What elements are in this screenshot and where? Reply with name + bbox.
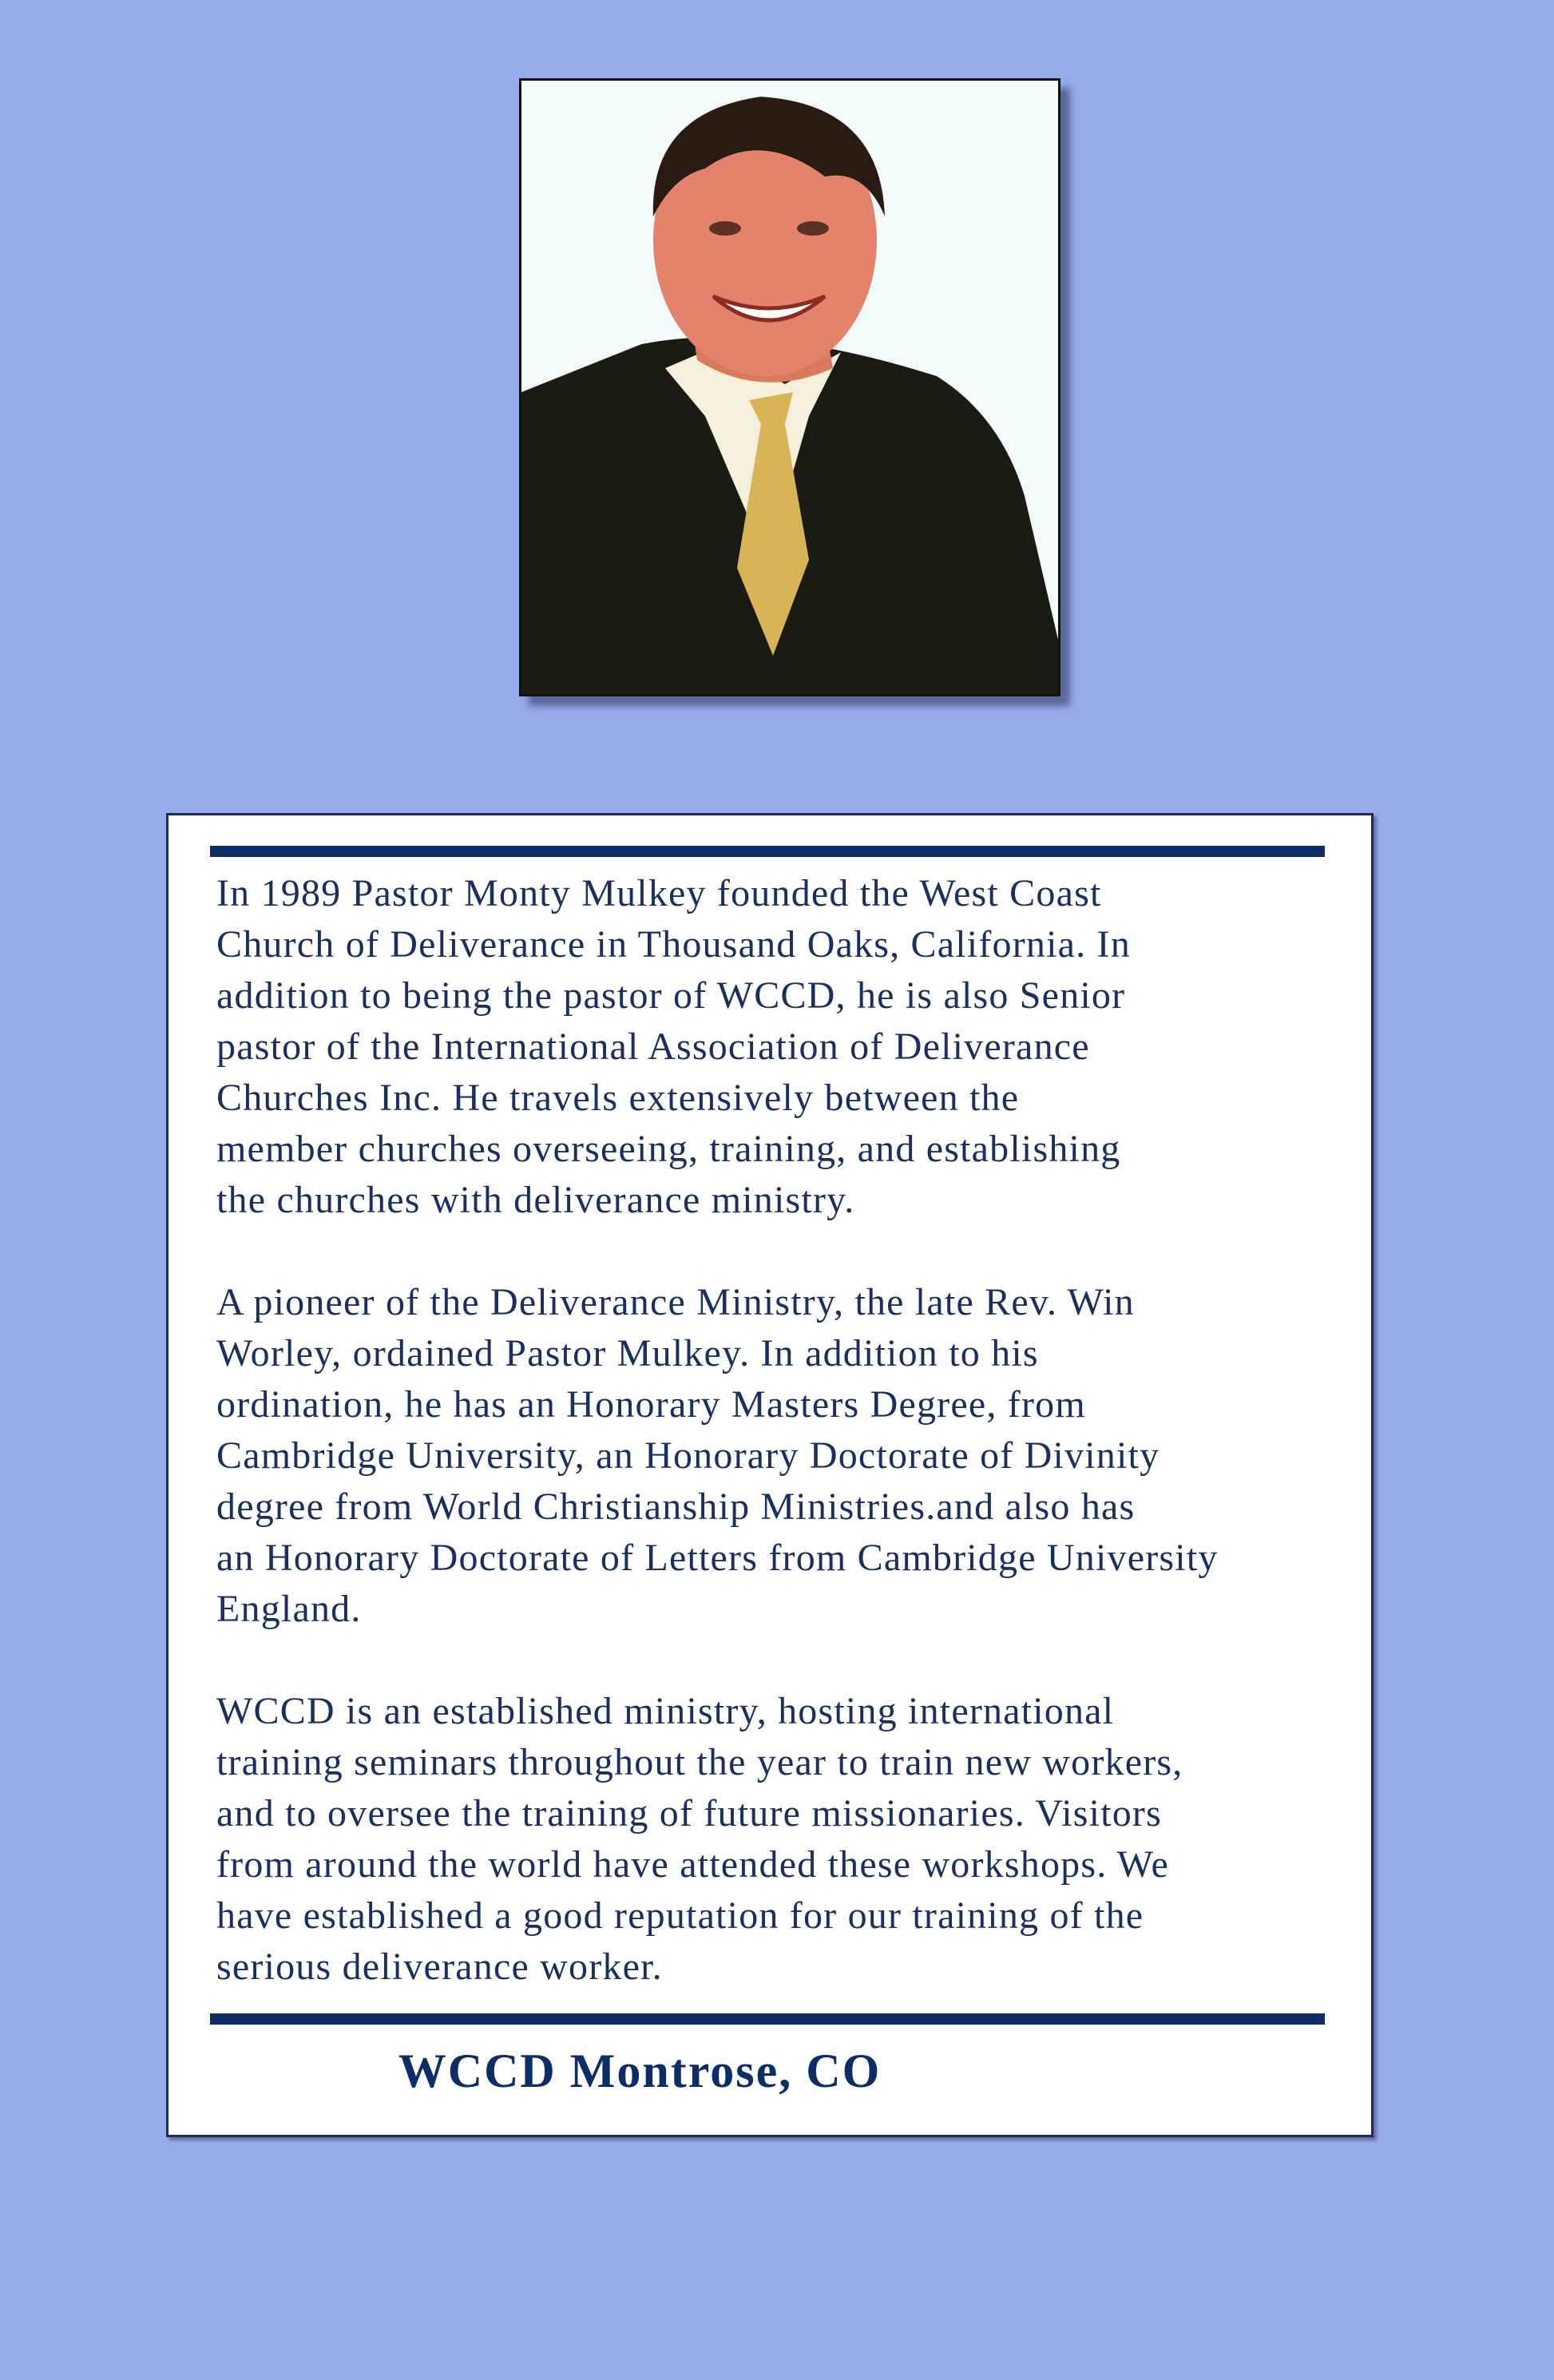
bio-paragraph-3: WCCD is an established ministry, hosting international training seminars throughout the year to train new workers, and to oversee the training of future missionaries. Visitors from around the world have attended these workshops. We have established a good reputation for our training of the serious deliverance worker. bbox=[216, 1690, 1183, 1988]
portrait-illustration bbox=[521, 81, 1058, 694]
bio-card bbox=[166, 813, 1374, 2137]
top-divider bbox=[210, 846, 1325, 857]
bottom-divider bbox=[210, 2013, 1325, 2025]
bio-paragraph-1: In 1989 Pastor Monty Mulkey founded the West Coast Church of Deliverance in Thousand Oaks, California. In addition to being the pastor of WCCD, he is also Senior pastor of the International Association of Deliverance Churches Inc. He travels extensively between the member churches overseeing, training, and establishing the churches with deliverance ministry. bbox=[216, 872, 1131, 1221]
bio-text bbox=[216, 868, 1334, 1993]
bio-paragraph-2: A pioneer of the Deliverance Ministry, the late Rev. Win Worley, ordained Pastor Mulkey. In addition to his ordination, he has an Honorary Masters Degree, from Cambridge University, an Honorary Doctorate of Divinity degree from World Christianship Ministries.and also has an Honorary Doctorate of Letters from Cambridge University England. bbox=[216, 1281, 1219, 1630]
location-label: WCCD Montrose, CO bbox=[398, 2045, 882, 2097]
pastor-photo bbox=[519, 78, 1060, 696]
